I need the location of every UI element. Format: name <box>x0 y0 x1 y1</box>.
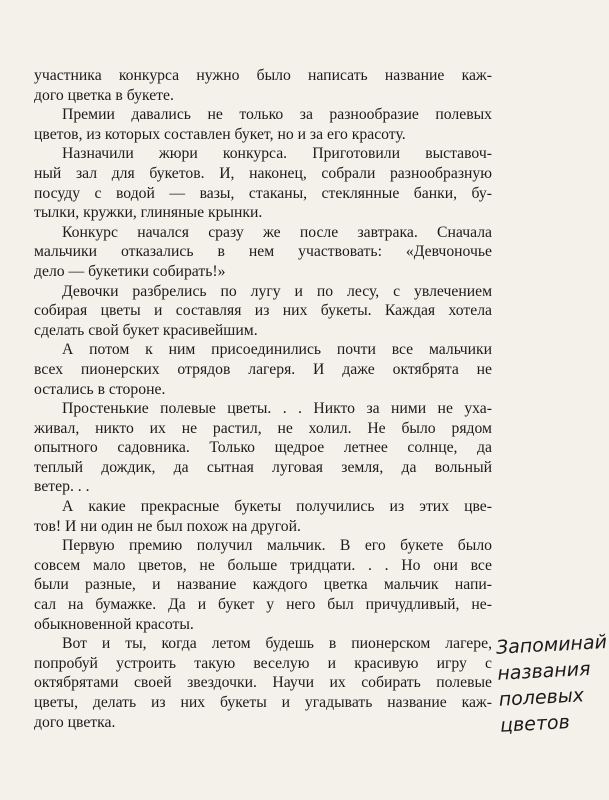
text-line: мальчики отказались в нем участвовать: «Девчоночье <box>34 243 492 261</box>
handwritten-margin-note <box>495 629 606 738</box>
text-line: А какие прекрасные букеты получились из этих цве- <box>62 498 492 516</box>
text-line: Конкурс начался сразу же после завтрака. Сначала <box>62 223 492 241</box>
text-line: тылки, кружки, глиняные крынки. <box>34 204 263 222</box>
text-line: попробуй устроить такую веселую и красивую игру с <box>34 654 492 672</box>
text-line: цветов, из которых составлен букет, но и за его красоту. <box>34 125 406 143</box>
text-line: обыкновенной красоты. <box>34 615 194 633</box>
text-line: тов! И ни один не был похож на другой. <box>34 517 301 535</box>
text-line: А потом к ним присоединились почти все мальчики <box>62 341 492 359</box>
text-line: ный зал для букетов. И, наконец, собрали разнообразную <box>34 164 492 182</box>
text-line: остались в стороне. <box>34 380 166 398</box>
note-line: Запоминай <box>495 631 608 659</box>
text-line: цветы, делать из них букеты и угадывать название каж- <box>34 694 492 711</box>
text-line: дело — букетики собирать!» <box>34 262 226 280</box>
text-line: всех пионерских отрядов лагеря. И даже октябрята не <box>34 360 492 378</box>
text-line: Назначили жюри конкурса. Приготовили выставоч- <box>62 145 492 163</box>
text-line: посуду с водой — вазы, стаканы, стеклянные банки, бу- <box>34 184 492 202</box>
text-line: ветер. . . <box>34 478 90 496</box>
text-line: собирая цветы и составляя из них букеты. Каждая хотела <box>34 302 492 320</box>
text-line: дого цветка. <box>34 713 116 731</box>
note-line: названия <box>496 657 592 685</box>
text-line: теплый дождик, да сытная луговая земля, да вольный <box>34 458 492 476</box>
text-line: совсем мало цветов, не больше тридцати. . . Но они все <box>34 556 492 574</box>
text-line: Простенькие полевые цветы. . . Никто за ними не уха- <box>62 400 492 418</box>
text-line: живал, никто их не растил, не холил. Не было рядом <box>34 419 492 437</box>
text-line: Премии давались не только за разнообразие полевых <box>62 106 492 124</box>
note-line: полевых <box>498 684 585 711</box>
text-line: были разные, и название каждого цветка мальчик напи- <box>34 576 492 594</box>
body-text <box>34 66 492 732</box>
text-line: Девочки разбрелись по лугу и по лесу, с увлечением <box>62 282 492 300</box>
text-line: сал на бумажке. Да и букет у него был причудливый, не- <box>34 596 492 614</box>
text-line: участника конкурса нужно было написать название каж- <box>34 67 492 84</box>
note-line: цветов <box>499 711 571 737</box>
text-line: Первую премию получил мальчик. В его букете было <box>62 537 492 555</box>
text-line: октябрятами своей звездочки. Научи их собирать полевые <box>34 674 492 692</box>
text-line: сделать свой букет красивейшим. <box>34 321 258 339</box>
text-line: Вот и ты, когда летом будешь в пионерском лагере, <box>62 635 492 653</box>
text-line: дого цветка в букете. <box>34 86 174 104</box>
text-line: опытного садовника. Только щедрое летнее солнце, да <box>34 439 492 457</box>
